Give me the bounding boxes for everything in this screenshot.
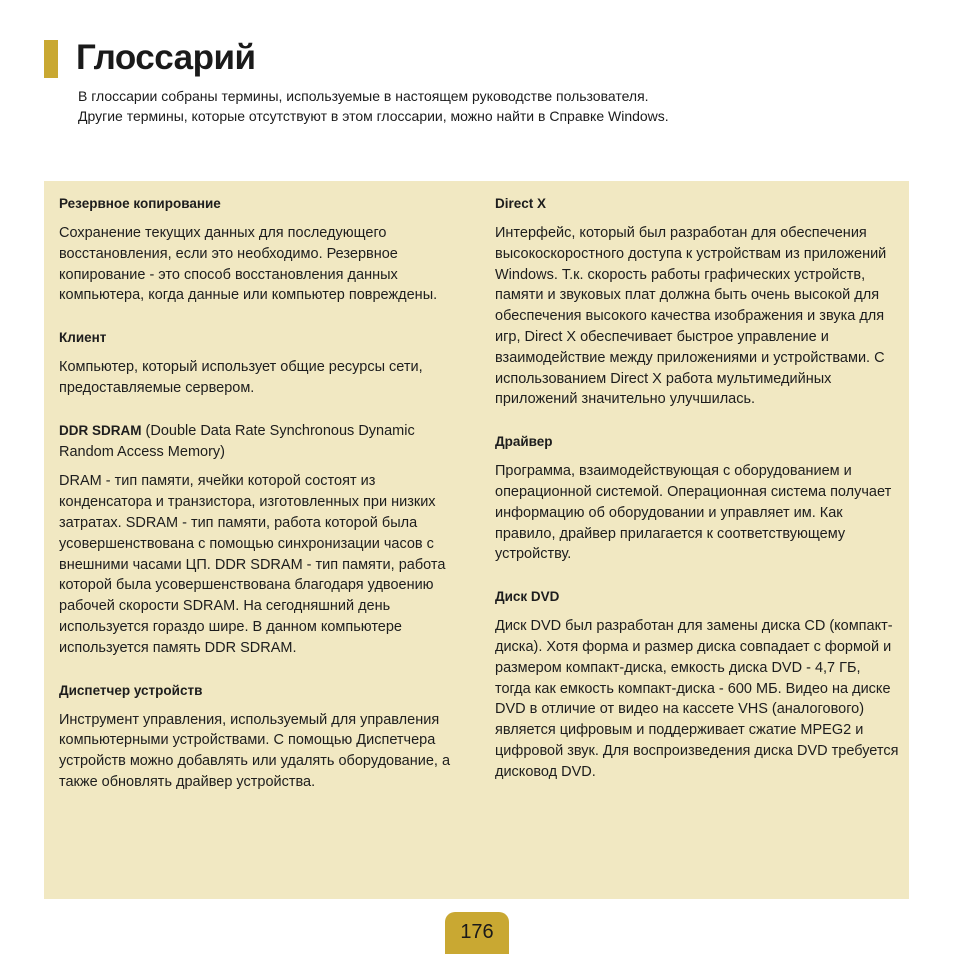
glossary-definition: Программа, взаимодействующая с оборудованием и операционной системой. Операционная система получает информацию об оборудовании и управляет им. Как правило, драйвер прилагается к соответствующему устройству. [495,463,892,563]
glossary-term: Диспетчер устройств [59,682,203,698]
glossary-definition: DRAM - тип памяти, ячейки которой состоят из конденсатора и транзистора, изготовленных при низких затратах. SDRAM - тип памяти, работа которой была усовершенствована с помощью синхронизации часов с внешними часами ЦП. DDR SDRAM - тип памяти, работа которой была усовершенствована благодаря удвоению рабочей скорости SDRAM. На сегодняшний день используется гораздо шире. В данном компьютере используется память DDR SDRAM. [59,473,446,656]
intro-text [78,86,838,126]
glossary-term: Резервное копирование [59,196,221,211]
glossary-term: Драйвер [495,434,553,450]
glossary-column-left [59,194,469,815]
glossary-term: Direct X [495,196,547,211]
glossary-entry [495,432,900,565]
glossary-entry [59,421,469,659]
glossary-entry [59,681,469,793]
page-number: 176 [460,921,494,943]
title-accent-bar [44,40,58,78]
glossary-panel [44,181,909,899]
glossary-term-name: DDR SDRAM [59,422,142,438]
glossary-term: Диск DVD [495,589,560,605]
glossary-term: Клиент [59,330,107,346]
glossary-entry [59,328,469,399]
glossary-definition: Инструмент управления, используемый для управления компьютерными устройствами. С помощью Диспетчера устройств можно добавлять или удалять оборудование, а также обновлять драйвер устройства. [59,711,451,790]
glossary-column-right [495,194,900,805]
intro-line: В глоссарии собраны термины, используемые в настоящем руководстве пользователя. [78,88,649,104]
glossary-term-expansion: (Double Data Rate Synchronous Dynamic Random Access Memory) [59,422,415,460]
glossary-entry [59,194,469,306]
page-number-tab [445,912,509,954]
glossary-definition: Диск DVD был разработан для замены диска CD (компакт-диска). Хотя форма и размер диска совпадает с формой и размером компакт-диска, емкость диска DVD - 4,7 ГБ, тогда как емкость компакт-диска - 600 МБ. Видео на диске DVD в отличие от видео на кассете VHS (аналогового) является цифровым и поддерживает сжатие MPEG2 и цифровой звук. Для воспроизведения диска DVD требуется дисковод DVD. [495,618,899,780]
glossary-definition: Интерфейс, который был разработан для обеспечения высокоскоростного доступа к устройствам из приложений Windows. Т.к. скорость работы графических устройств, памяти и звуковых плат должна быть очень высокой для обеспечения высокого качества изображения и звука для игр, Direct X обеспечивает быстрое управление и взаимодействие между приложениями и устройствами. С использованием Direct X работа мультимедийных приложений значительно улучшилась. [495,225,887,408]
intro-line: Другие термины, которые отсутствуют в этом глоссарии, можно найти в Справке Windows. [78,108,669,124]
glossary-definition: Сохранение текущих данных для последующего восстановления, если это необходимо. Резервное копирование - это способ восстановления данных компьютера, когда данные или компьютер повреждены. [59,225,438,304]
glossary-entry [495,587,900,782]
glossary-term [59,421,469,463]
page-title: Глоссарий [76,38,256,77]
glossary-entry [495,194,900,410]
glossary-definition: Компьютер, который использует общие ресурсы сети, предоставляемые сервером. [59,359,423,396]
